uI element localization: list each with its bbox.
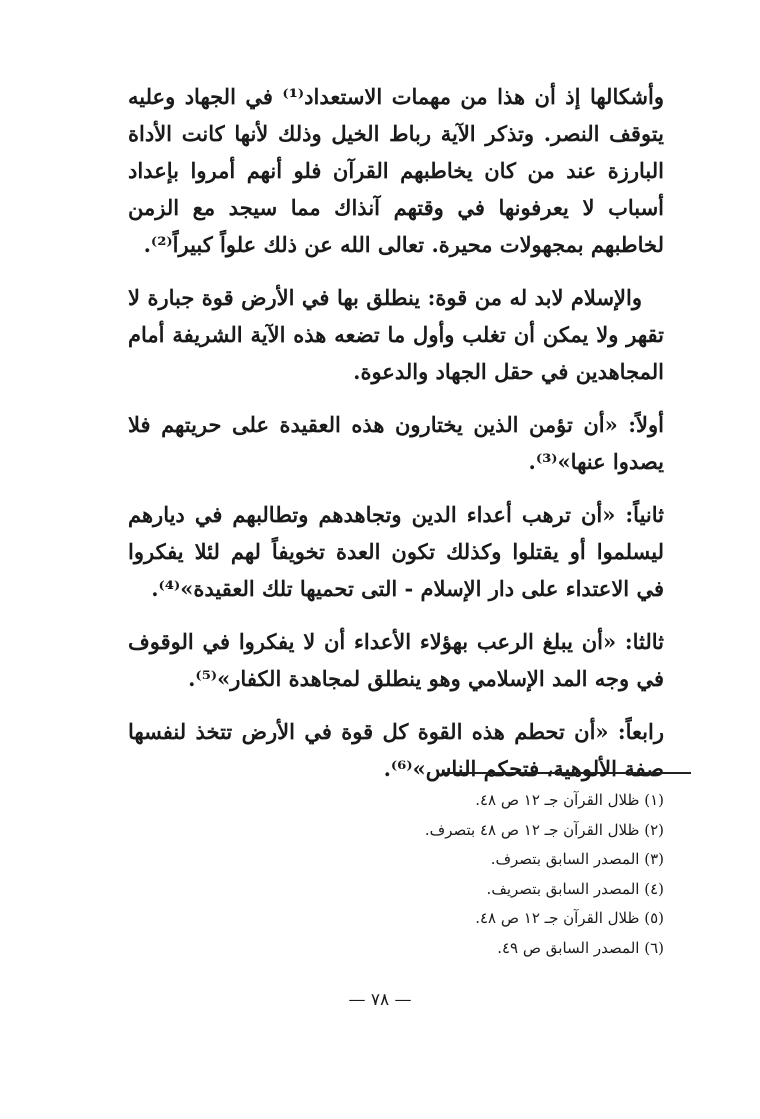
paragraph-2: والإسلام لابد له من قوة: ينطلق بها في الأرض قوة جبارة لا تقهر ولا يمكن أن تغلب وأول ما تضعه هذه الآية الشريفة أمام المجاهدين في حقل الجهاد والدعوة. <box>128 285 664 384</box>
footnote-divider <box>445 772 691 774</box>
footnote-3: (٣) المصدر السابق بتصرف. <box>490 850 664 868</box>
footnote-6: (٦) المصدر السابق ص ٤٩. <box>497 938 664 957</box>
footnotes <box>200 786 664 963</box>
footnote-5: (٥) ظلال القرآن جـ ١٢ ص ٤٨. <box>475 909 664 927</box>
paragraph-3: أولاً: «أن تؤمن الذين يختارون هذه العقيدة على حريتهم فلا يصدوا عنها»⁽³⁾. <box>128 412 664 474</box>
paragraph-5: ثالثا: «أن يبلغ الرعب بهؤلاء الأعداء أن لا يفكروا في الوقوف في وجه المد الإسلامي وهو ينطلق لمجاهدة الكفار»⁽⁵⁾. <box>128 629 664 691</box>
page-number: — ٧٨ — <box>348 990 412 1010</box>
body-text <box>128 78 664 803</box>
footnote-4: (٤) المصدر السابق بتصريف. <box>486 879 664 898</box>
paragraph-6: رابعاً: «أن تحطم هذه القوة كل قوة في الأرض تتخذ لنفسها صفة الألوهية، فتحكم الناس»⁽⁶⁾. <box>128 719 664 781</box>
footnote-1: (١) ظلال القرآن جـ ١٢ ص ٤٨. <box>475 791 664 809</box>
paragraph-1: وأشكالها إذ أن هذا من مهمات الاستعداد⁽¹⁾ في الجهاد وعليه يتوقف النصر. وتذكر الآية رباط الخيل وذلك لأنها كانت الأداة البارزة عند من كان يخاطبهم القرآن فلو أنهم أمروا بإعداد أسباب لا يعرفونها في وقتهم آنذاك مما سيجد مع الزمن لخاطبهم بمجهولات محيرة. تعالى الله عن ذلك علواً كبيراً⁽²⁾. <box>128 84 665 257</box>
footnote-2: (٢) ظلال القرآن جـ ١٢ ص ٤٨ بتصرف. <box>424 820 664 839</box>
paragraph-4: ثانياً: «أن ترهب أعداء الدين وتجاهدهم وتطالبهم في ديارهم ليسلموا أو يقتلوا وكذلك تكون العدة تخويفاً لهم لئلا يفكروا في الاعتداء على دار الإسلام - التى تحميها تلك العقيدة»⁽⁴⁾. <box>128 502 664 601</box>
